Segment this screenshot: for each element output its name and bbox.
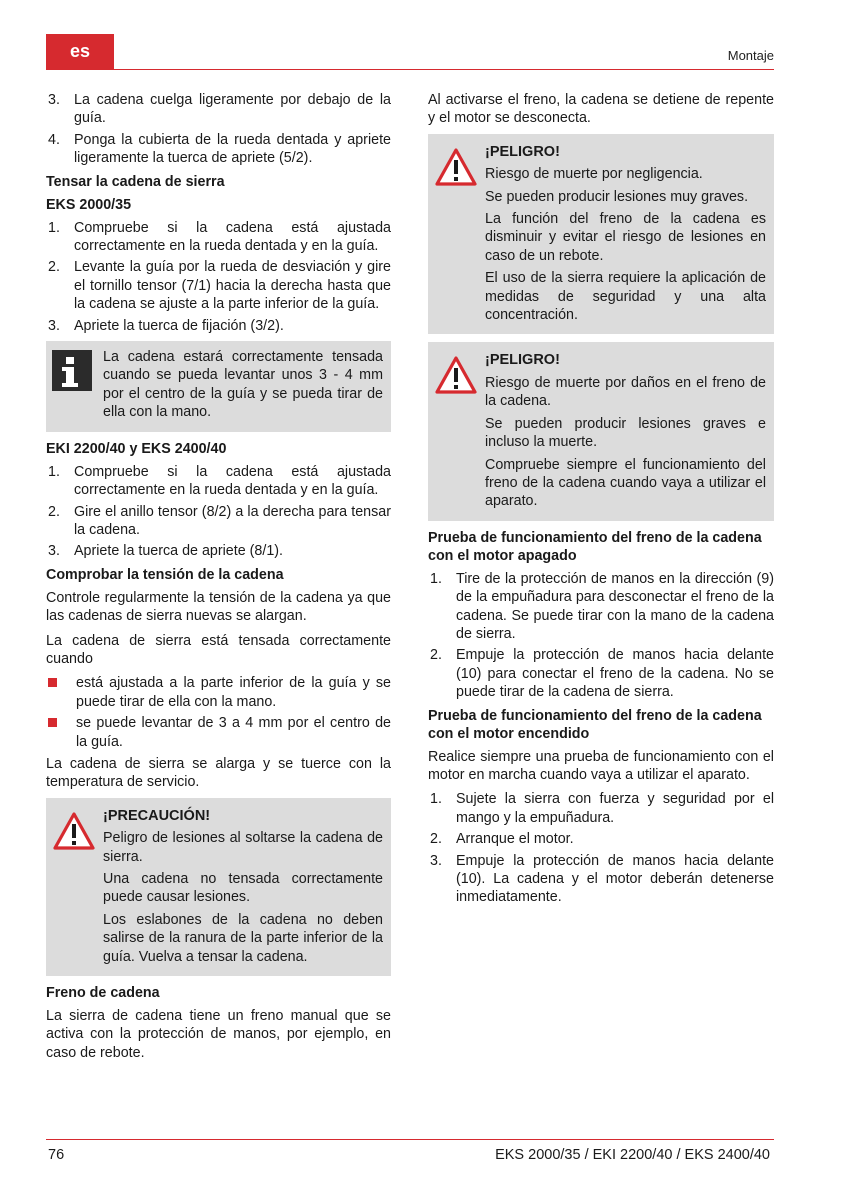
- eki-steps: [46, 463, 391, 561]
- info-text: La cadena estará correctamente tensada cuando se pueda levantar unos 3 - 4 mm por el centro de la guía y se pueda tirar de ella con la mano.: [103, 349, 383, 421]
- tension-bullets: [46, 674, 391, 751]
- bullet-square-icon: [48, 678, 57, 687]
- danger-box: [428, 342, 774, 520]
- list-item: 2. Arranque el motor.: [430, 831, 574, 848]
- footer-models: EKS 2000/35 / EKI 2200/40 / EKS 2400/40: [495, 1147, 770, 1163]
- info-icon: [52, 350, 92, 391]
- apagado-steps: [428, 570, 774, 702]
- list-item: 1. Sujete la sierra con fuerza y seguridad por el mango y la empuñadura.: [430, 791, 774, 826]
- list-item: 2. Levante la guía por la rueda de desviación y gire el tornillo tensor (7/1) hacia la derecha hasta que la cadena se ajuste a la parte inferior de la guía.: [48, 259, 391, 313]
- caution-line: Una cadena no tensada correctamente puede causar lesiones.: [103, 871, 383, 906]
- heading-eki: EKI 2200/40 y EKS 2400/40: [46, 440, 227, 457]
- danger-title: ¡PELIGRO!: [485, 352, 560, 369]
- heading-freno: Freno de cadena: [46, 985, 160, 1002]
- caution-line: Peligro de lesiones al soltarse la cadena de sierra.: [103, 830, 383, 865]
- bullet-square-icon: [48, 718, 57, 727]
- header-rule: [46, 69, 774, 70]
- danger-line: Se pueden producir lesiones graves e incluso la muerte.: [485, 415, 766, 451]
- list-item: 1. Compruebe si la cadena está ajustada correctamente en la rueda dentada y en la guía.: [48, 463, 391, 499]
- heading-comprobar: Comprobar la tensión de la cadena: [46, 566, 284, 583]
- list-item: 2. Empuje la protección de manos hacia delante (10) para conectar el freno de la cadena. No se puede tirar de la cadena de sierra.: [430, 647, 774, 701]
- paragraph: La cadena de sierra está tensada correctamente cuando: [46, 632, 391, 667]
- list-item: 3. La cadena cuelga ligeramente por debajo de la guía.: [48, 92, 391, 127]
- heading-tensar: Tensar la cadena de sierra: [46, 173, 225, 190]
- paragraph: Realice siempre una prueba de funcionamiento con el motor en marcha cuando vaya a utilizar el aparato.: [428, 748, 774, 783]
- danger-line: El uso de la sierra requiere la aplicación de medidas de seguridad y una alta concentración.: [485, 270, 766, 324]
- list-item: 3. Apriete la tuerca de fijación (3/2).: [48, 317, 284, 334]
- danger-line: Riesgo de muerte por negligencia.: [485, 166, 703, 183]
- section-title: Montaje: [727, 48, 774, 63]
- caution-box: [46, 798, 391, 976]
- paragraph: Al activarse el freno, la cadena se detiene de repente y el motor se desconecta.: [428, 92, 774, 127]
- caution-title: ¡PRECAUCIÓN!: [103, 807, 211, 824]
- warning-triangle-icon: [53, 812, 95, 850]
- warning-triangle-icon: [435, 356, 477, 394]
- language-tab: es: [46, 34, 114, 69]
- danger-line: Compruebe siempre el funcionamiento del freno de la cadena cuando vaya a utilizar el aparato.: [485, 456, 766, 510]
- danger-box: [428, 134, 774, 335]
- list-item: se puede levantar de 3 a 4 mm por el centro de la guía.: [46, 714, 391, 751]
- list-item: 2. Gire el anillo tensor (8/2) a la derecha para tensar la cadena.: [48, 503, 391, 538]
- info-note: [46, 341, 391, 432]
- left-column: [46, 91, 391, 1068]
- list-item: 3. Apriete la tuerca de apriete (8/1).: [48, 543, 284, 560]
- warning-triangle-icon: [435, 148, 477, 186]
- page-number: 76: [48, 1147, 65, 1163]
- paragraph: La cadena de sierra se alarga y se tuerce con la temperatura de servicio.: [46, 755, 391, 791]
- heading-encendido: Prueba de funcionamiento del freno de la cadena con el motor encendido: [428, 707, 762, 742]
- list-item: 1. Compruebe si la cadena está ajustada correctamente en la rueda dentada y en la guía.: [48, 219, 391, 255]
- intro-steps: [46, 91, 391, 168]
- eks2000-steps: [46, 219, 391, 335]
- danger-line: Riesgo de muerte por daños en el freno de la cadena.: [485, 374, 766, 410]
- caution-line: Los eslabones de la cadena no deben salirse de la ranura de la parte inferior de la guía. Vuelva a tensar la cadena.: [103, 911, 383, 965]
- heading-apagado: Prueba de funcionamiento del freno de la cadena con el motor apagado: [428, 529, 762, 564]
- footer-rule: [46, 1139, 774, 1140]
- paragraph: La sierra de cadena tiene un freno manual que se activa con la protección de manos, por ejemplo, en caso de rebote.: [46, 1008, 391, 1061]
- list-item: 4. Ponga la cubierta de la rueda dentada y apriete ligeramente la tuerca de apriete (5/2).: [48, 131, 391, 167]
- encendido-steps: [428, 790, 774, 906]
- heading-eks2000: EKS 2000/35: [46, 196, 132, 213]
- list-item: está ajustada a la parte inferior de la guía y se puede tirar de ella con la mano.: [46, 674, 391, 711]
- list-item: 1. Tire de la protección de manos en la dirección (9) de la empuñadura para desconectar el freno de la cadena. Se puede tirar con la mano de la cadena de sierra.: [430, 570, 774, 642]
- danger-line: Se pueden producir lesiones muy graves.: [485, 188, 749, 205]
- paragraph: Controle regularmente la tensión de la cadena ya que las cadenas de sierra nuevas se alargan.: [46, 589, 391, 625]
- danger-title: ¡PELIGRO!: [485, 143, 560, 160]
- danger-line: La función del freno de la cadena es disminuir y evitar el riesgo de lesiones en caso de un rebote.: [485, 211, 766, 264]
- list-item: 3. Empuje la protección de manos hacia delante (10). La cadena y el motor deberán detenerse inmediatamente.: [430, 852, 774, 906]
- right-column: [428, 91, 774, 911]
